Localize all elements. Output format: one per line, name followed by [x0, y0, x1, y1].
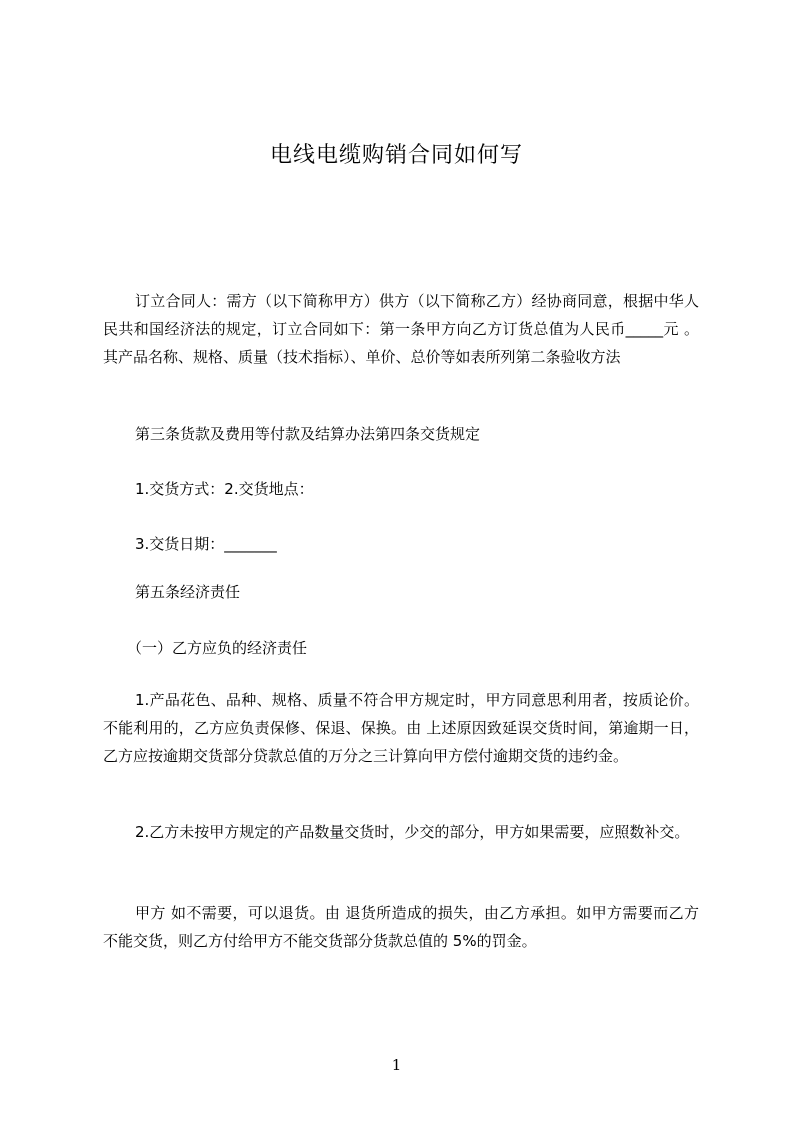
paragraph-delivery-date: 3.交货日期：_______: [135, 535, 277, 553]
paragraph-article-5: 第五条经济责任: [135, 583, 241, 601]
paragraph-article-3-4: 第三条货款及费用等付款及结算办法第四条交货规定: [135, 425, 481, 443]
paragraph-liability-item-1: 1.产品花色、品种、规格、质量不符合甲方规定时，甲方同意思利用者，按质论价。不能利用的，乙方应负责保修、保退、保换。由 上述原因致延误交货时间，第逾期一日，乙方应按逾期交货部分贷款总值的万分之三计算向甲方偿付逾期交货的违约金。: [103, 691, 699, 765]
paragraph-contract-parties: 订立合同人：需方（以下简称甲方）供方（以下简称乙方）经协商同意，根据中华人民共和国经济法的规定，订立合同如下：第一条甲方向乙方订货总值为人民币_____元 。其产品名称、规格、质量（技术指标）、单价、总价等如表所列第二条验收方法: [103, 292, 699, 366]
paragraph-liability-item-2: 2.乙方未按甲方规定的产品数量交货时，少交的部分，甲方如果需要，应照数补交。: [135, 823, 690, 841]
paragraph-return-penalty: 甲方 如不需要，可以退货。由 退货所造成的损失，由乙方承担。如甲方需要而乙方不能交货，则乙方付给甲方不能交货部分货款总值的 5%的罚金。: [103, 904, 699, 950]
document-title: 电线电缆购销合同如何写: [269, 143, 523, 168]
paragraph-seller-liability-heading: （一）乙方应负的经济责任: [127, 639, 308, 657]
paragraph-delivery-method: 1.交货方式：2.交货地点：: [135, 480, 314, 498]
page-number: 1: [391, 1056, 402, 1074]
